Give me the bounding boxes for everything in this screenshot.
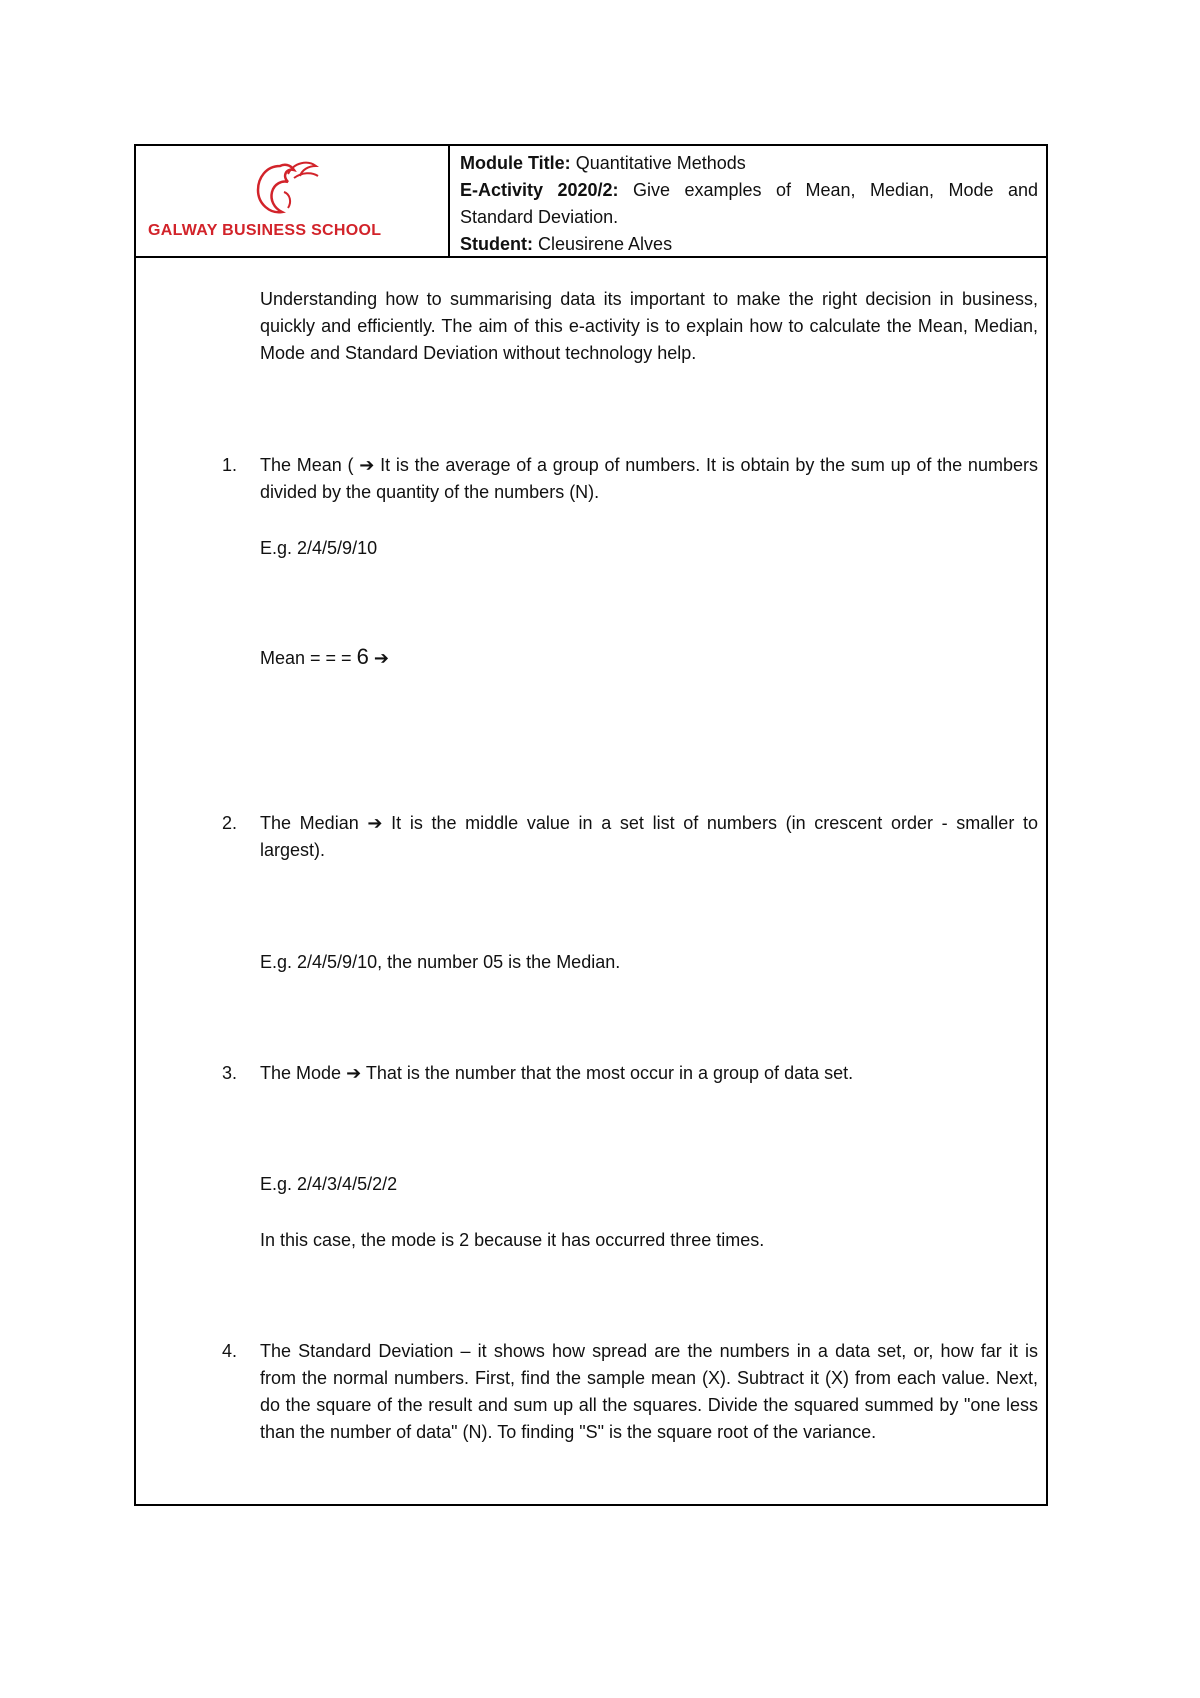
item-title: The Standard Deviation [260, 1341, 454, 1361]
item-title: The Mean ( [260, 455, 354, 475]
arrow-icon: ➔ [367, 813, 383, 833]
student-label: Student: [460, 234, 533, 254]
header-divider [448, 146, 450, 256]
student-value: Cleusirene Alves [538, 234, 673, 254]
document-frame [134, 144, 1048, 1506]
item-description: That is the number that the most occur in a group of data set. [365, 1063, 854, 1083]
activity-row [460, 177, 1038, 231]
item-title: The Median [260, 813, 359, 833]
mode-example: E.g. 2/4/3/4/5/2/2 [260, 1174, 398, 1194]
module-title-value: Quantitative Methods [575, 153, 746, 173]
head-silhouette-icon [228, 152, 348, 222]
list-text [260, 1060, 1038, 1087]
list-text [260, 1338, 1038, 1446]
item-description: It is the average of a group of numbers. It is obtain by the sum up of the numbers divided by the quantity of the numbers (N). [260, 455, 1038, 502]
header-meta [460, 150, 1038, 258]
item-title: The Mode [260, 1063, 342, 1083]
list-number: 2. [222, 813, 238, 833]
activity-label: E-Activity 2020/2: [460, 180, 619, 200]
mode-note: In this case, the mode is 2 because it has occurred three times. [260, 1230, 765, 1250]
item-description: – it shows how spread are the numbers in a data set, or, how far it is from the normal numbers. First, find the sample mean (X). Subtract it (X) from each value. Next, do the square of the result and sum up all the squares. Divide the squared summed by "one less than the number of data" (N). To finding "S" is the square root of the variance. [260, 1341, 1038, 1442]
arrow-icon: ➔ [373, 648, 389, 668]
activity-value: Give examples of Mean, Median, Mode and Standard Deviation. [460, 180, 1038, 227]
list-text [260, 810, 1038, 864]
intro-paragraph: Understanding how to summarising data its important to make the right decision in business, quickly and efficiently. The aim of this e-activity is to explain how to calculate the Mean, Median, Mode and Standard Deviation without technology help. [260, 289, 1038, 363]
median-example: E.g. 2/4/5/9/10, the number 05 is the Median. [260, 952, 621, 972]
school-name: GALWAY BUSINESS SCHOOL [148, 222, 382, 239]
arrow-icon: ➔ [346, 1063, 362, 1083]
mean-example: E.g. 2/4/5/9/10 [260, 538, 378, 558]
student-row [460, 231, 1038, 258]
formula-prefix: Mean = = = [260, 648, 352, 668]
list-number: 3. [222, 1063, 238, 1083]
list-number: 1. [222, 455, 238, 475]
list-text [260, 452, 1038, 506]
item-description: It is the middle value in a set list of numbers (in crescent order - smaller to largest). [260, 813, 1038, 860]
list-number: 4. [222, 1341, 238, 1361]
module-title-row [460, 150, 1038, 177]
module-title-label: Module Title: [460, 153, 571, 173]
school-logo [136, 146, 448, 256]
arrow-icon: ➔ [359, 455, 375, 475]
document-header [136, 146, 1046, 258]
formula-result: 6 [356, 644, 369, 669]
mean-formula [260, 643, 1038, 672]
